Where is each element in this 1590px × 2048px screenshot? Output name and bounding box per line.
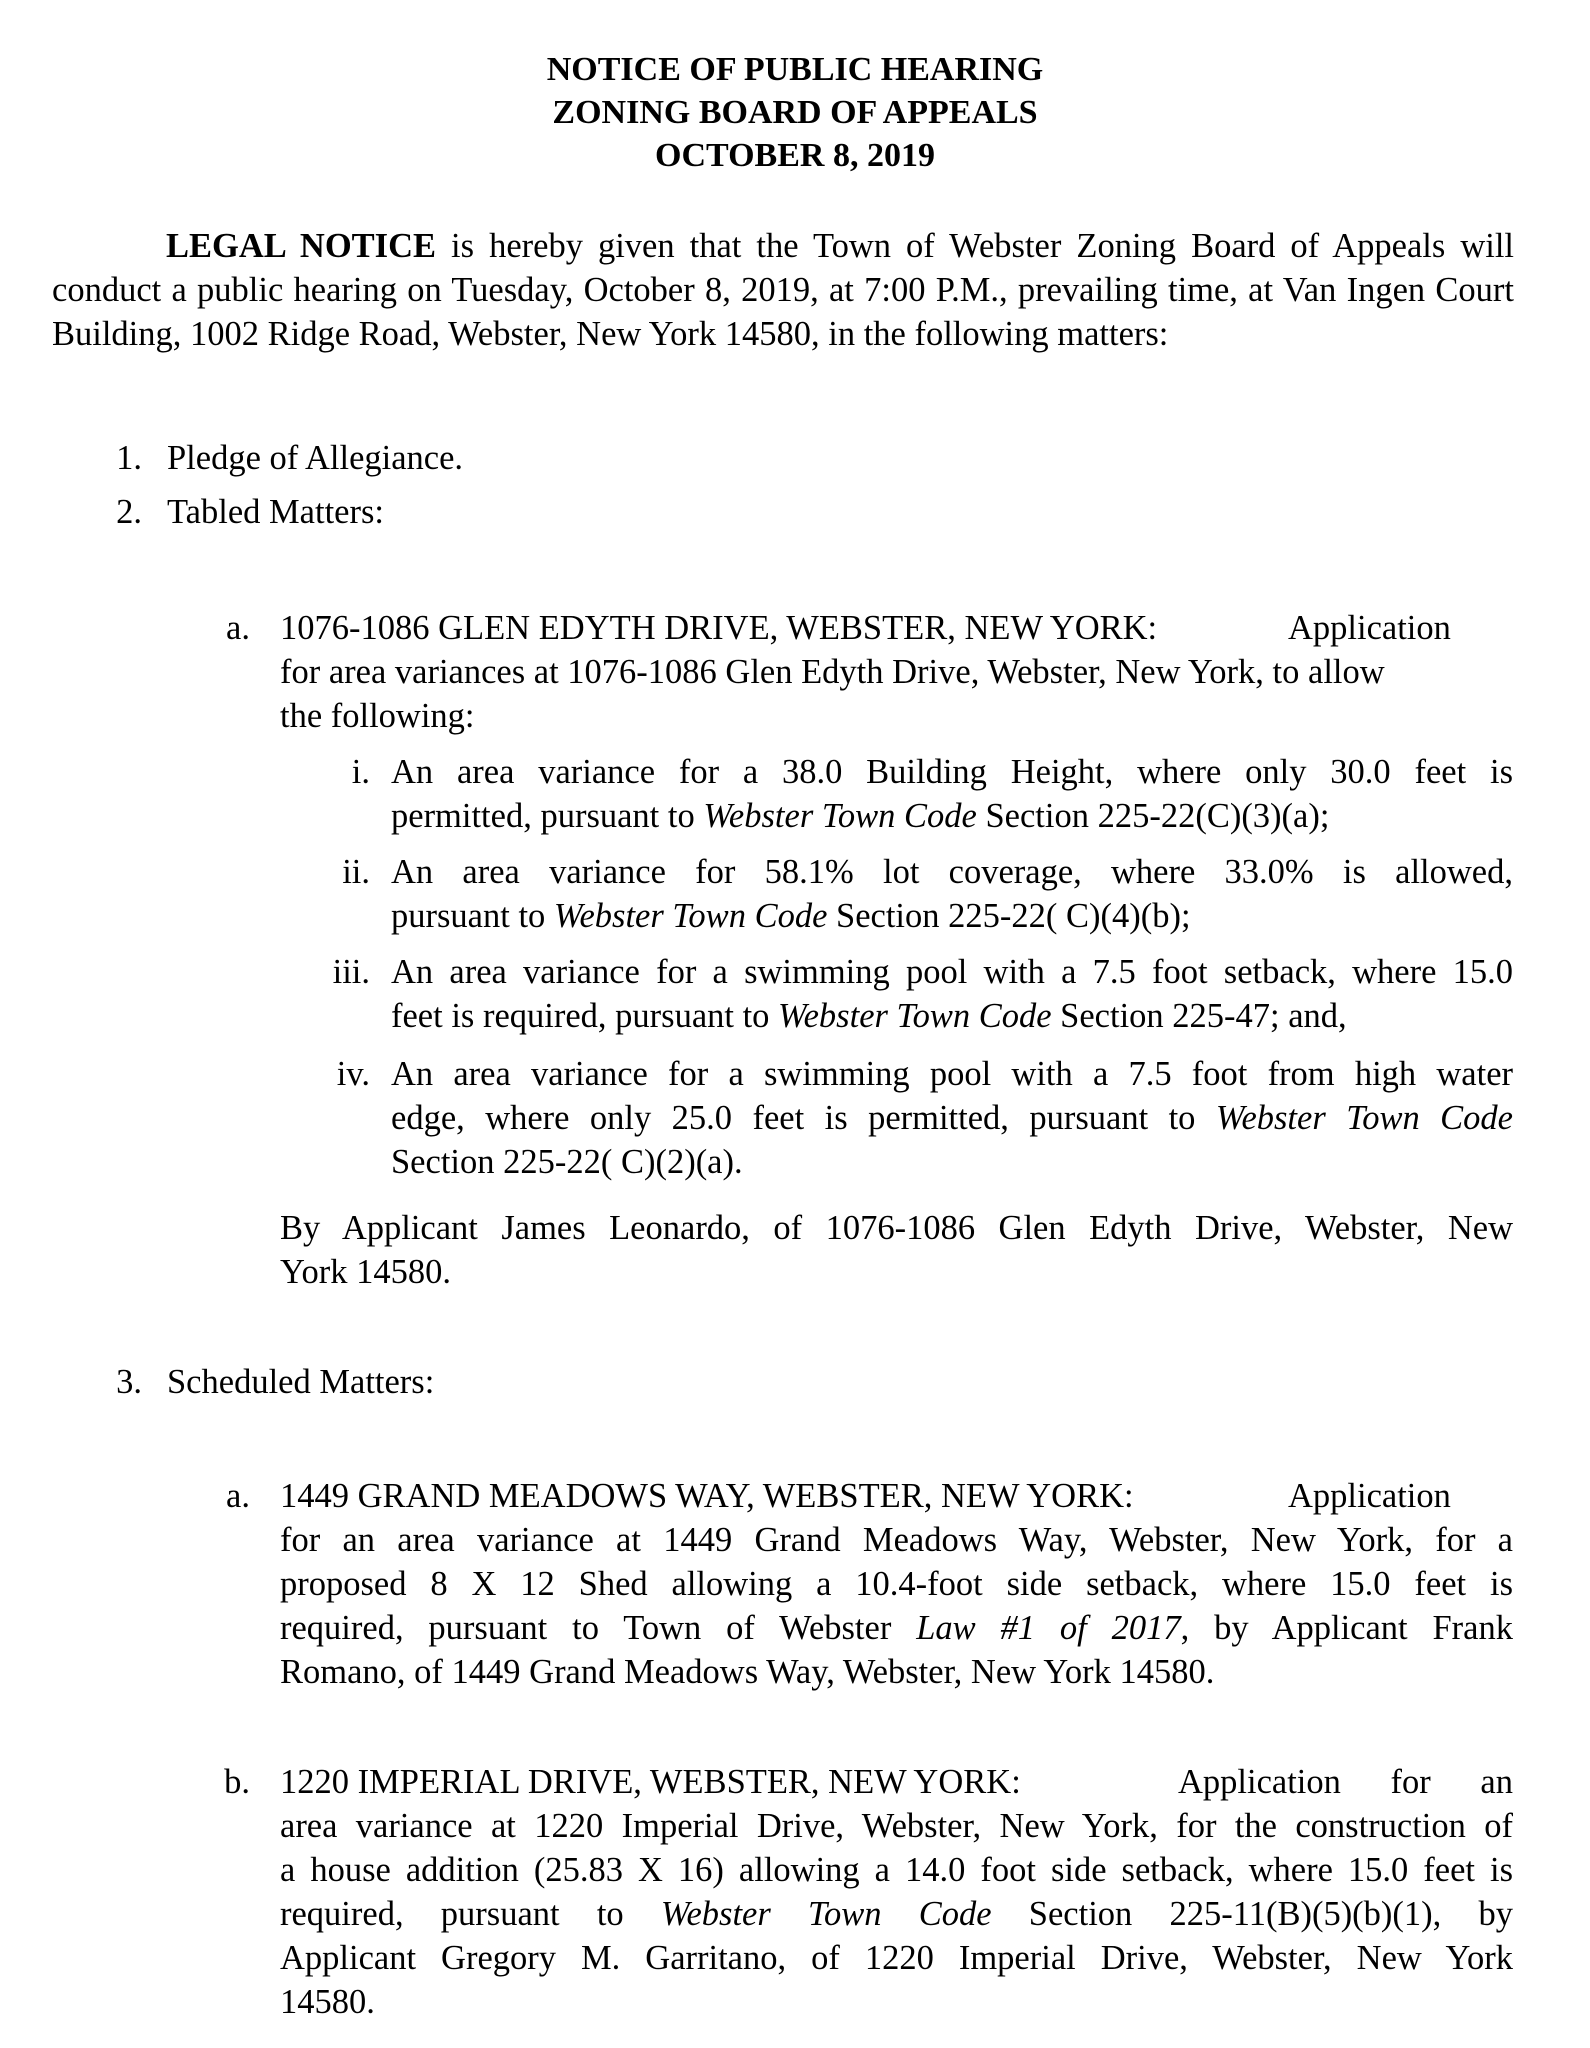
tabled-a-sub-iii-code-name: Webster Town Code (778, 997, 1052, 1035)
intro-body: is hereby given that the Town of Webster Zoning Board of Appeals will conduct a public hearing on Tuesday, October 8, 2019, at 7:00 P.M., prevailing time, at Van Ingen Court Building, 1002 Ridge Road, Webster, New York 14580, in the following matters: (52, 227, 1515, 353)
tabled-a-sub-iv-line2 (391, 1096, 1513, 1140)
tabled-a-sub-iv-code-name: Webster Town Code (1215, 1099, 1513, 1137)
tabled-a-applicant-line1: By Applicant James Leonardo, of 1076-1086 Glen Edyth Drive, Webster, New (280, 1209, 1513, 1247)
scheduled-a-law-name: Law #1 of 2017 (916, 1609, 1181, 1647)
tabled-a-sub-i-section: Section 225-22(C)(3)(a); (976, 797, 1330, 835)
header-board: ZONING BOARD OF APPEALS (552, 94, 1038, 131)
tabled-a-sub-iv-line1: An area variance for a swimming pool with a 7.5 foot from high water (391, 1055, 1513, 1093)
tabled-a-line2: for area variances at 1076-1086 Glen Edyth Drive, Webster, New York, to allow (280, 653, 1385, 691)
scheduled-a-text: required, pursuant to Town of Webster (280, 1609, 917, 1647)
scheduled-b-line5: Applicant Gregory M. Garritano, of 1220 Imperial Drive, Webster, New York (280, 1939, 1513, 1977)
scheduled-a-letter: a. (226, 1477, 250, 1515)
tabled-a-sub-ii-code-name: Webster Town Code (553, 897, 828, 935)
item-2-number: 2. (116, 493, 142, 531)
scheduled-a-line5: Romano, of 1449 Grand Meadows Way, Webster, New York 14580. (280, 1653, 1215, 1691)
tabled-a-sub-iv-number: iv. (336, 1055, 370, 1093)
tabled-a-heading-tail: Application (1288, 609, 1451, 647)
tabled-a-sub-i-line1: An area variance for a 38.0 Building Height, where only 30.0 feet is (391, 753, 1513, 791)
item-1-text: Pledge of Allegiance. (167, 439, 464, 477)
item-3-text: Scheduled Matters: (167, 1363, 435, 1401)
scheduled-b-section: Section 225-11(B)(5)(b)(1), by (991, 1895, 1513, 1933)
tabled-a-sub-i-code-name: Webster Town Code (703, 797, 977, 835)
tabled-a-line3: the following: (280, 697, 475, 735)
tabled-a-sub-i-line2 (391, 794, 1329, 838)
tabled-a-sub-iii-section: Section 225-47; and, (1051, 997, 1347, 1035)
tabled-a-sub-iv-text: edge, where only 25.0 feet is permitted, pursuant to (391, 1099, 1216, 1137)
item-1-number: 1. (116, 439, 142, 477)
scheduled-a-line4 (280, 1606, 1513, 1650)
scheduled-b-line2: area variance at 1220 Imperial Drive, Webster, New York, for the construction of (280, 1807, 1513, 1845)
scheduled-b-code-name: Webster Town Code (660, 1895, 992, 1933)
tabled-a-letter: a. (226, 609, 250, 647)
tabled-a-sub-i-number: i. (351, 753, 370, 791)
scheduled-a-heading-tail: Application (1288, 1477, 1451, 1515)
scheduled-b-line6: 14580. (280, 1983, 375, 2021)
tabled-a-sub-iii-line1: An area variance for a swimming pool with a 7.5 foot setback, where 15.0 (391, 953, 1513, 991)
scheduled-a-line3: proposed 8 X 12 Shed allowing a 10.4-foot side setback, where 15.0 feet is (280, 1565, 1513, 1603)
scheduled-a-applicant: , by Applicant Frank (1180, 1609, 1513, 1647)
tabled-a-applicant-line2: York 14580. (280, 1253, 451, 1291)
scheduled-b-line4 (280, 1892, 1513, 1936)
scheduled-b-heading: 1220 IMPERIAL DRIVE, WEBSTER, NEW YORK: (280, 1763, 1021, 1801)
scheduled-b-heading-tail: Application for an (1178, 1763, 1513, 1801)
tabled-a-sub-ii-section: Section 225-22( C)(4)(b); (827, 897, 1191, 935)
tabled-a-heading: 1076-1086 GLEN EDYTH DRIVE, WEBSTER, NEW YORK: (280, 609, 1158, 647)
scheduled-a-line2: for an area variance at 1449 Grand Meadows Way, Webster, New York, for a (280, 1521, 1513, 1559)
item-2-text: Tabled Matters: (167, 493, 384, 531)
tabled-a-sub-ii-text: pursuant to (391, 897, 554, 935)
header-date: OCTOBER 8, 2019 (655, 137, 935, 174)
tabled-a-sub-iii-line2 (391, 994, 1347, 1038)
scheduled-b-letter: b. (224, 1763, 250, 1801)
scheduled-b-text: required, pursuant to (280, 1895, 661, 1933)
header-title: NOTICE OF PUBLIC HEARING (546, 51, 1044, 88)
tabled-a-sub-iii-number: iii. (332, 953, 370, 991)
item-3-number: 3. (116, 1363, 142, 1401)
tabled-a-sub-ii-line1: An area variance for 58.1% lot coverage, where 33.0% is allowed, (391, 853, 1513, 891)
intro-lead: LEGAL NOTICE (166, 227, 437, 265)
tabled-a-sub-i-text: permitted, pursuant to (391, 797, 704, 835)
intro-paragraph (52, 224, 1514, 356)
tabled-a-sub-ii-line2 (391, 894, 1191, 938)
scheduled-a-heading: 1449 GRAND MEADOWS WAY, WEBSTER, NEW YORK: (280, 1477, 1134, 1515)
tabled-a-sub-iii-text: feet is required, pursuant to (391, 997, 779, 1035)
tabled-a-sub-ii-number: ii. (342, 853, 370, 891)
scheduled-b-line3: a house addition (25.83 X 16) allowing a 14.0 foot side setback, where 15.0 feet is (280, 1851, 1513, 1889)
tabled-a-sub-iv-line3: Section 225-22( C)(2)(a). (391, 1143, 743, 1181)
